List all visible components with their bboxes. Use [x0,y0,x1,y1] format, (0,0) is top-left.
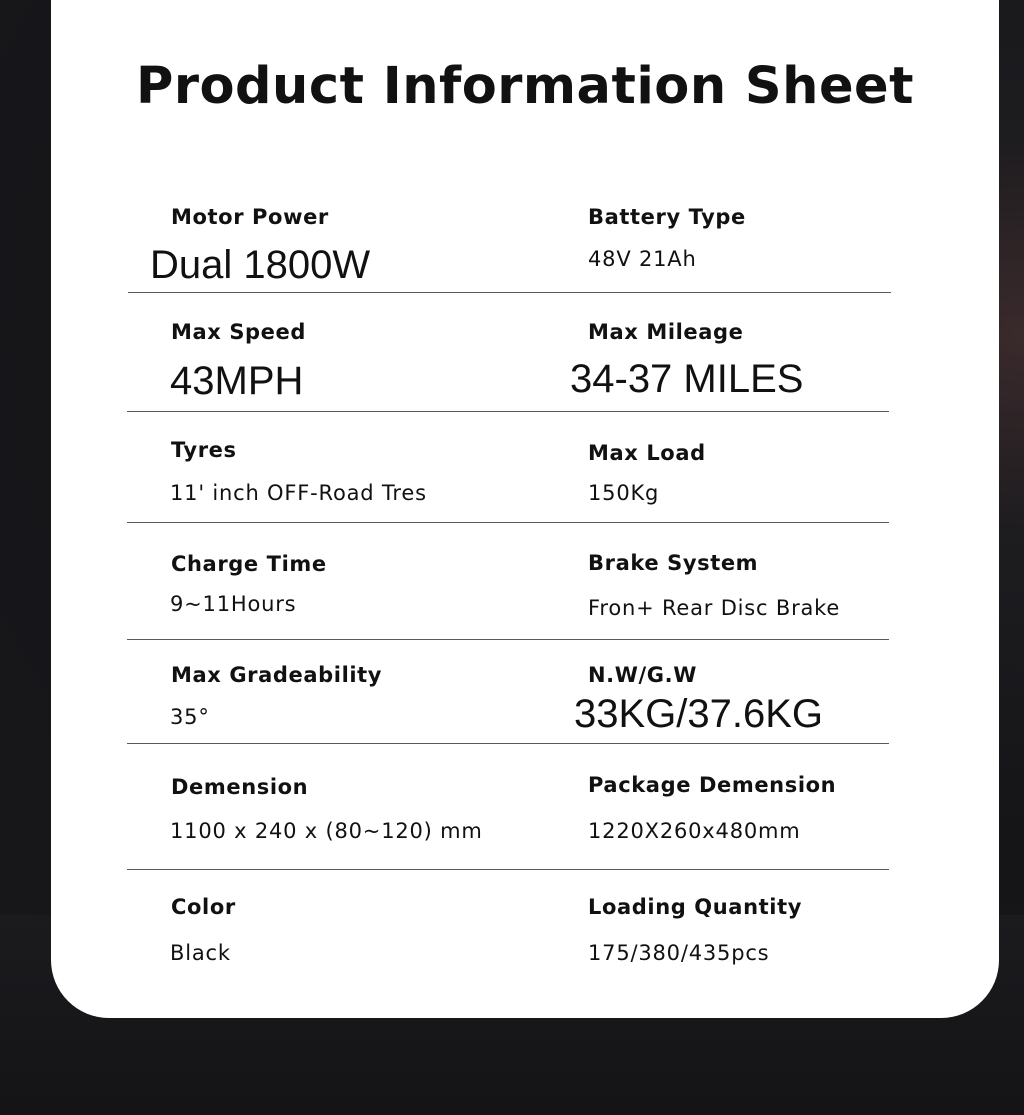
spec-value-charge-time: 9~11Hours [170,592,297,616]
spec-value-max-mileage: 34-37 MILES [570,357,804,401]
spec-label-charge-time: Charge Time [171,552,327,576]
row-divider [127,743,889,744]
spec-value-motor-power: Dual 1800W [150,243,371,287]
spec-label-dimension: Demension [171,775,309,799]
spec-label-color: Color [171,895,236,919]
spec-value-tyres: 11' inch OFF-Road Tres [170,481,427,505]
row-divider [127,869,889,870]
spec-value-weight: 33KG/37.6KG [574,692,824,736]
row-divider [127,522,889,523]
page-title: Product Information Sheet [135,57,915,116]
spec-label-max-speed: Max Speed [171,320,306,344]
row-divider [128,292,891,293]
spec-label-max-load: Max Load [588,441,706,465]
spec-value-battery-type: 48V 21Ah [588,247,697,271]
spec-value-max-gradeability: 35° [170,705,210,729]
spec-label-weight: N.W/G.W [588,663,697,687]
spec-label-battery-type: Battery Type [588,205,746,229]
spec-label-max-gradeability: Max Gradeability [171,663,383,687]
spec-value-max-speed: 43MPH [170,359,304,403]
spec-value-color: Black [170,941,231,965]
spec-value-max-load: 150Kg [588,481,660,505]
spec-label-brake-system: Brake System [588,551,759,575]
spec-value-package-dimension: 1220X260x480mm [588,819,801,843]
product-info-sheet [51,0,999,1018]
spec-label-motor-power: Motor Power [171,205,329,229]
spec-label-package-dimension: Package Demension [588,773,837,797]
spec-value-brake-system: Fron+ Rear Disc Brake [588,596,841,620]
row-divider [127,411,889,412]
spec-label-max-mileage: Max Mileage [588,320,744,344]
spec-value-dimension: 1100 x 240 x (80~120) mm [170,819,483,843]
row-divider [127,639,889,640]
spec-label-loading-quantity: Loading Quantity [588,895,802,919]
spec-value-loading-quantity: 175/380/435pcs [588,941,770,965]
spec-label-tyres: Tyres [171,438,237,462]
